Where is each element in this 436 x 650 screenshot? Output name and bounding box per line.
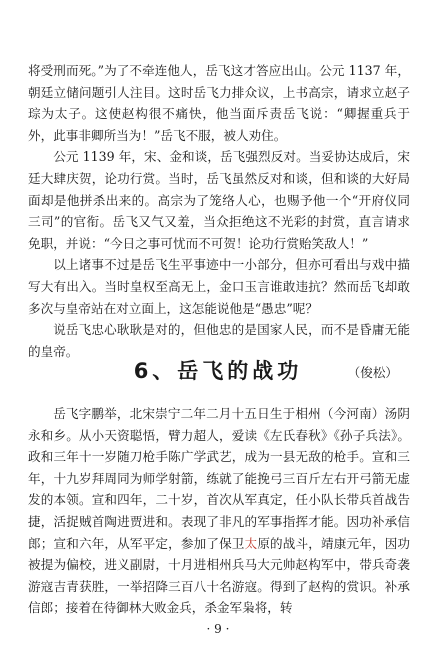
paragraph-3: 以上诸事不过是岳飞生平事迹中一小部分，但亦可看出与戏中描写大有出入。当时皇权至高无上，金口玉言谁敢违抗？然而岳飞却敢多次与皇帝站在对立面上，这怎能说他是“愚忠”呢？ xyxy=(28,257,410,316)
paragraph-2: 公元 1139 年，宋、金和谈，岳飞强烈反对。当妥协达成后，宋廷大肆庆贺，论功行赏。当时，岳飞虽然反对和谈，但和谈的大好局面却是他拼杀出来的。高宗为了笼络人心，也赐予他一个“开府仪同三司”的官衔。岳飞又气又羞，当众拒绝这不光彩的封赏，直言请求免职，并说：“今日之事可忧而不可贺！论功行赏贻笑敌人！” xyxy=(28,149,410,251)
paragraph-5-text-a: 岳飞字鹏举，北宋崇宁二年二月十五日生于相州（今河南）汤阴永和乡。从小天资聪悟，臂力超人，爱读《左氏春秋》《孙子兵法》。政和三年十一岁随刀枪手陈广学武艺，成为一县无敌的枪手。宣和三年，十九岁拜周同为师学射箭，练就了能挽弓三百斤左右开弓箭无虚发的本领。宣和四年，二十岁，首次从军真定，任小队长带兵首战告捷，活捉贼首陶进贾进和。表现了非凡的军事指挥才能。因功补承信郎；宣和六年，从军平定，参加了保卫 xyxy=(28,406,410,551)
upper-text-block xyxy=(28,60,410,384)
paragraph-1: 将受刑而死。”为了不牵连他人，岳飞这才答应出山。公元 1137 年，朝廷立储问题引人注目。这时岳飞力排众议，上书高宗，请求立赵子琮为太子。这使赵构很不痛快，他当面斥责岳飞说：“卿握重兵于外，此事非卿所当为！”岳飞不服，被人劝住。 xyxy=(28,63,410,143)
page-number: · 9 · xyxy=(206,622,230,636)
paragraph-5-text-b: 原的战斗，靖康元年，因功被提为偏校，进义副尉，十月进相州兵马大元帅赵构军中，带兵奇袭游寇吉青获胜，一举招降三百八十名游寇。得到了赵构的赏识。补承信郎；接着在待御林大败金兵，杀金军枭将，转 xyxy=(28,535,411,616)
red-highlight-char: 太 xyxy=(244,535,258,551)
paragraph-4: 说岳飞忠心耿耿是对的，但他忠的是国家人民，而不是昏庸无能的皇帝。 xyxy=(28,322,410,359)
author-signature: （俊松） xyxy=(347,365,398,381)
section-title: 6、岳飞的战功 xyxy=(133,359,303,383)
lower-text-block xyxy=(28,403,410,619)
paragraph-5 xyxy=(28,403,410,619)
